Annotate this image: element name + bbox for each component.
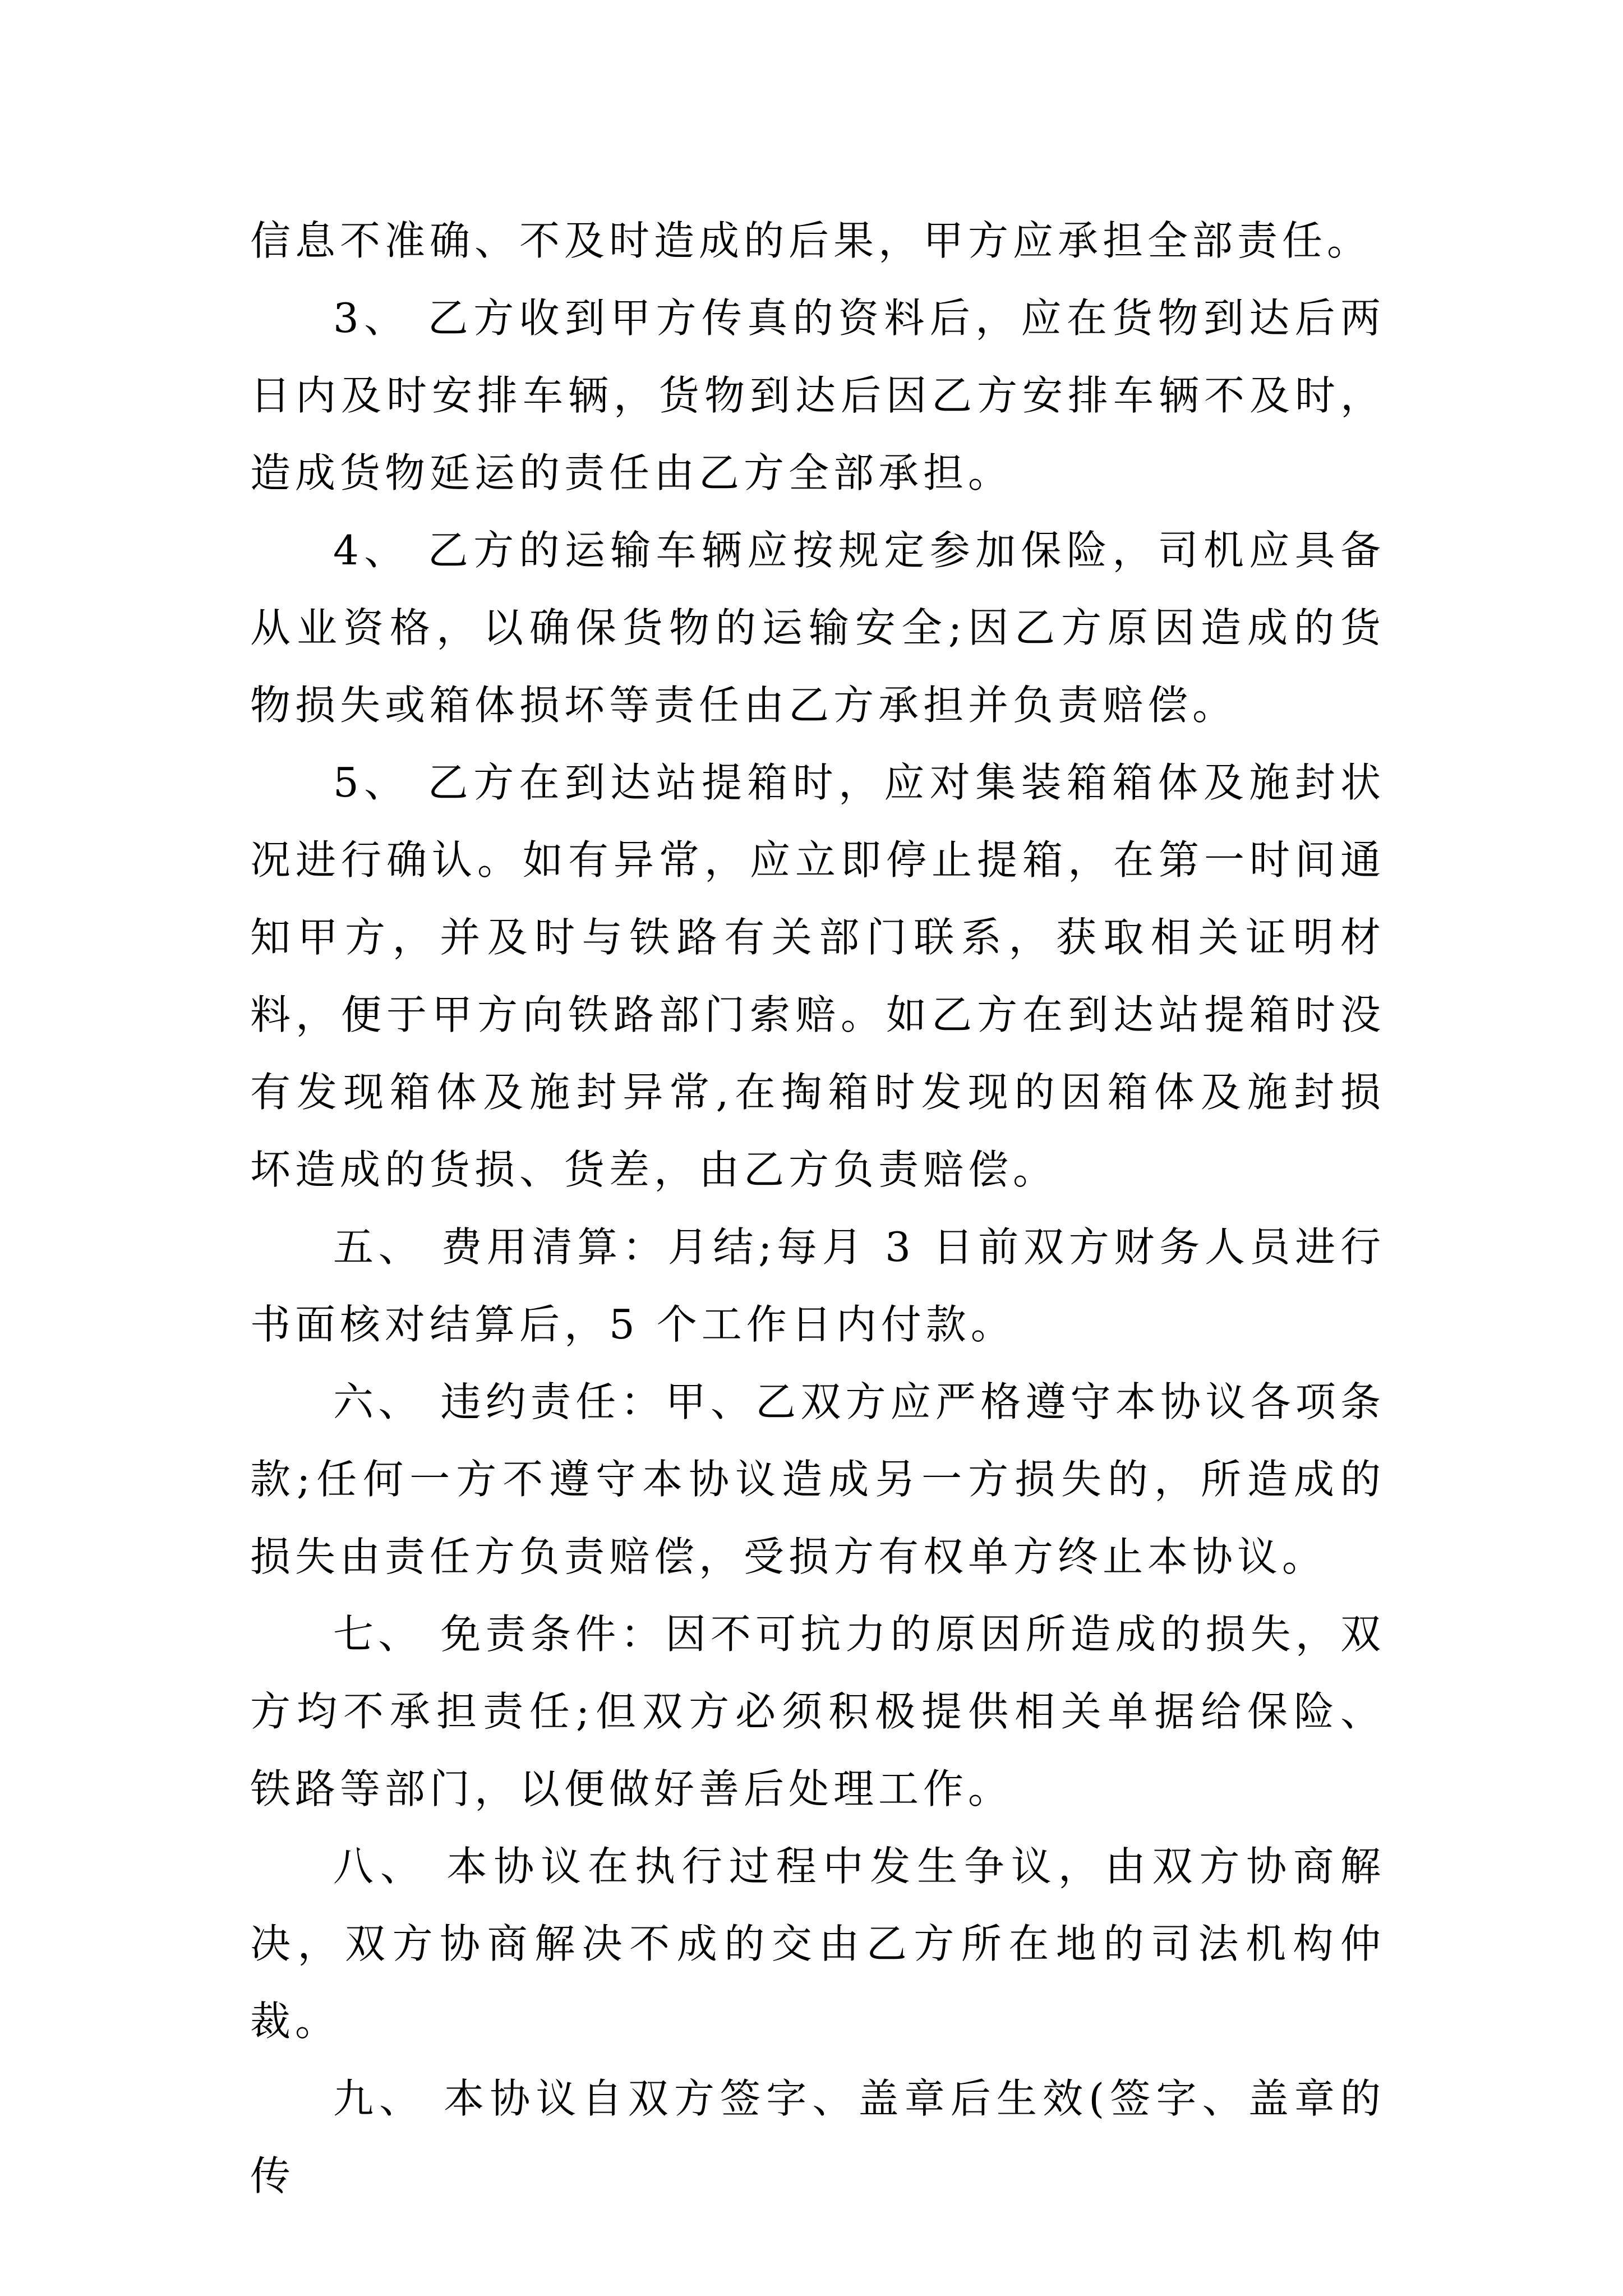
clause-5: 5、 乙方在到达站提箱时，应对集装箱箱体及施封状况进行确认。如有异常，应立即停止提箱，在第一时间通知甲方，并及时与铁路有关部门联系，获取相关证明材料，便于甲方向铁路部门索赔。如乙方在到达站提箱时没有发现箱体及施封异常,在掏箱时发现的因箱体及施封损坏造成的货损、货差，由乙方负责赔偿。 — [250, 759, 1385, 1193]
section-7-exemption: 七、 免责条件：因不可抗力的原因所造成的损失，双方均不承担责任;但双方必须积极提供相关单据给保险、铁路等部门，以便做好善后处理工作。 — [250, 1611, 1385, 1812]
section-8-dispute: 八、 本协议在执行过程中发生争议，由双方协商解决，双方协商解决不成的交由乙方所在地的司法机构仲裁。 — [250, 1843, 1385, 2045]
clause-4: 4、 乙方的运输车辆应按规定参加保险，司机应具备从业资格，以确保货物的运输安全;因乙方原因造成的货物损失或箱体损坏等责任由乙方承担并负责赔偿。 — [250, 527, 1385, 729]
section-6-liability: 六、 违约责任：甲、乙双方应严格遵守本协议各项条款;任何一方不遵守本协议造成另一方损失的，所造成的损失由责任方负责赔偿，受损方有权单方终止本协议。 — [250, 1378, 1385, 1580]
section-5-fee-settlement: 五、 费用清算：月结;每月 3 日前双方财务人员进行书面核对结算后，5 个工作日内付款。 — [250, 1223, 1385, 1348]
section-9-effectiveness: 九、 本协议自双方签字、盖章后生效(签字、盖章的传 — [250, 2075, 1385, 2200]
paragraph-continuation: 信息不准确、不及时造成的后果，甲方应承担全部责任。 — [250, 217, 1372, 264]
document-body — [250, 202, 1385, 2215]
clause-3: 3、 乙方收到甲方传真的资料后，应在货物到达后两日内及时安排车辆，货物到达后因乙方安排车辆不及时，造成货物延运的责任由乙方全部承担。 — [250, 295, 1385, 496]
